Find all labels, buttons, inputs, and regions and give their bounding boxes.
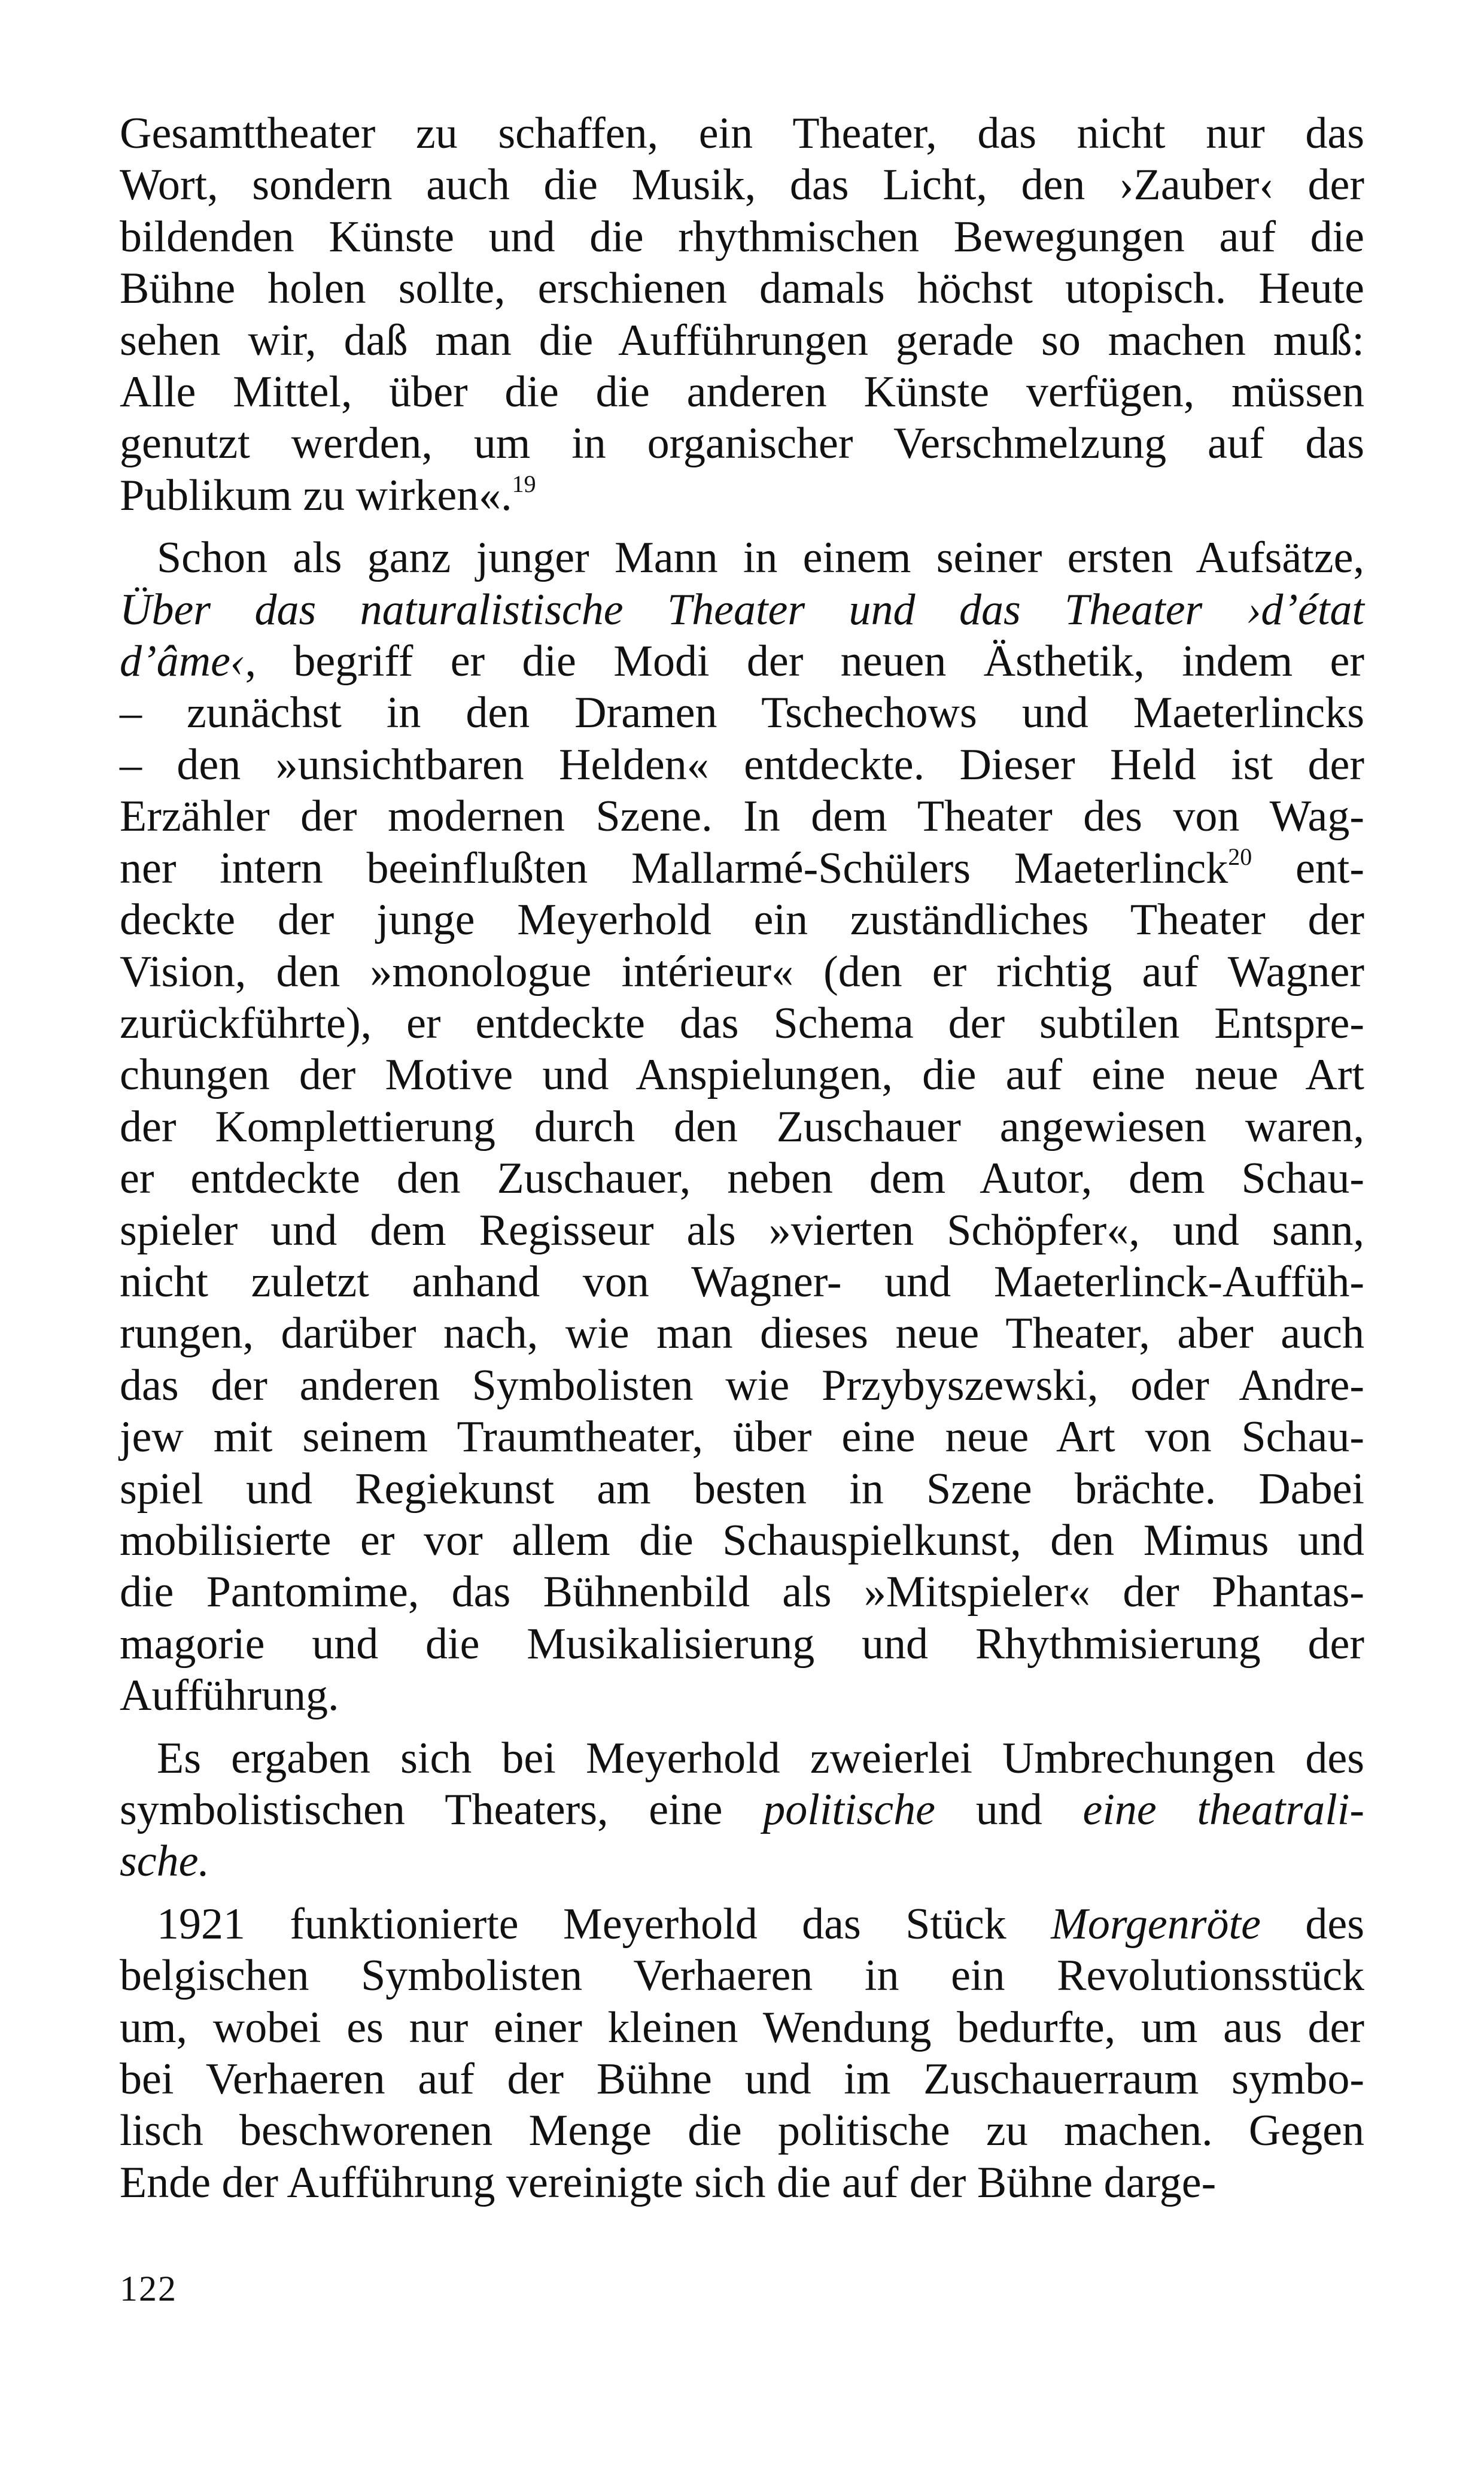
text-line bbox=[120, 1733, 1364, 1784]
text-line bbox=[120, 1205, 1364, 1256]
text-segment: symbolistischen Theaters, eine bbox=[120, 1785, 764, 1834]
text-line bbox=[120, 946, 1364, 998]
text-segment: das der anderen Symbolisten wie Przybyszewski, oder Andre- bbox=[120, 1360, 1364, 1410]
text-line bbox=[120, 1566, 1364, 1618]
text-line bbox=[120, 1049, 1364, 1101]
text-segment: – zunächst in den Dramen Tschechows und Maeterlincks bbox=[120, 688, 1364, 738]
page-number: 122 bbox=[120, 2269, 177, 2308]
text-line bbox=[120, 584, 1364, 636]
paragraph bbox=[120, 108, 1364, 521]
text-segment: Vision, den »monologue intérieur« (den er richtig auf Wagner bbox=[120, 947, 1364, 996]
text-segment: er entdeckte den Zuschauer, neben dem Autor, dem Schau- bbox=[120, 1154, 1364, 1204]
text-line bbox=[120, 532, 1364, 584]
text-segment: die Pantomime, das Bühnenbild als »Mitspieler« der Phantas- bbox=[120, 1567, 1364, 1617]
text-segment: jew mit seinem Traumtheater, über eine neue Art von Schau- bbox=[120, 1412, 1364, 1462]
text-line bbox=[120, 2105, 1364, 2156]
footnote-marker: 20 bbox=[1228, 843, 1252, 870]
text-line bbox=[120, 418, 1364, 469]
text-segment: bei Verhaeren auf der Bühne und im Zuschauerraum symbo- bbox=[120, 2055, 1364, 2104]
text-line bbox=[120, 1618, 1364, 1670]
text-line bbox=[120, 1101, 1364, 1153]
text-segment: mobilisierte er vor allem die Schauspielkunst, den Mimus und bbox=[120, 1515, 1364, 1565]
text-line bbox=[120, 1256, 1364, 1308]
text-line bbox=[120, 1153, 1364, 1204]
text-line bbox=[120, 1898, 1364, 1950]
text-segment: um, wobei es nur einer kleinen Wendung bedurfte, um aus der bbox=[120, 2003, 1364, 2052]
text-segment: bildenden Künste und die rhythmischen Bewegungen auf die bbox=[120, 212, 1364, 262]
text-line bbox=[120, 1411, 1364, 1463]
text-line bbox=[120, 211, 1364, 263]
text-segment: und bbox=[935, 1785, 1083, 1834]
text-line bbox=[120, 636, 1364, 687]
text-line bbox=[120, 159, 1364, 211]
text-line bbox=[120, 2002, 1364, 2053]
text-segment: – den »unsichtbaren Helden« entdeckte. Dieser Held ist der bbox=[120, 740, 1364, 789]
text-line bbox=[120, 1360, 1364, 1411]
text-segment: Wort, sondern auch die Musik, das Licht, den ›Zauber‹ der bbox=[120, 160, 1364, 210]
text-segment: ent- bbox=[1252, 843, 1364, 893]
text-segment: Publikum zu wirken«. bbox=[120, 470, 512, 520]
text-segment: ner intern beeinflußten Mallarmé-Schülers Maeterlinck bbox=[120, 843, 1228, 893]
italic-text: politische bbox=[763, 1785, 935, 1834]
text-line bbox=[120, 1836, 1364, 1887]
text-segment: deckte der junge Meyerhold ein zuständliches Theater der bbox=[120, 895, 1364, 945]
text-segment: Schon als ganz junger Mann in einem seiner ersten Aufsätze, bbox=[157, 533, 1364, 583]
paragraph bbox=[120, 1733, 1364, 1888]
text-segment: nicht zuletzt anhand von Wagner- und Maeterlinck-Auffüh- bbox=[120, 1257, 1364, 1307]
text-segment: sehen wir, daß man die Aufführungen gerade so machen muß: bbox=[120, 315, 1364, 365]
text-line bbox=[120, 366, 1364, 418]
text-line bbox=[120, 2053, 1364, 2105]
text-segment: Aufführung. bbox=[120, 1671, 339, 1721]
text-segment: des bbox=[1260, 1899, 1364, 1949]
text-body bbox=[120, 108, 1364, 2208]
text-segment: spieler und dem Regisseur als »vierten Schöpfer«, und sann, bbox=[120, 1205, 1364, 1255]
text-line bbox=[120, 739, 1364, 791]
text-segment: der Komplettierung durch den Zuschauer angewiesen waren, bbox=[120, 1102, 1364, 1152]
text-line bbox=[120, 687, 1364, 739]
text-segment: Es ergaben sich bei Meyerhold zweierlei Umbrechungen des bbox=[157, 1733, 1364, 1783]
text-segment: rungen, darüber nach, wie man dieses neue Theater, aber auch bbox=[120, 1309, 1364, 1359]
text-segment: magorie und die Musikalisierung und Rhythmisierung der bbox=[120, 1619, 1364, 1669]
text-line bbox=[120, 894, 1364, 946]
text-line bbox=[120, 1308, 1364, 1359]
text-segment: belgischen Symbolisten Verhaeren in ein Revolutionsstück bbox=[120, 1951, 1364, 2001]
text-segment: Alle Mittel, über die die anderen Künste verfügen, müssen bbox=[120, 367, 1364, 417]
text-line bbox=[120, 470, 1364, 521]
text-line bbox=[120, 315, 1364, 366]
text-segment: 1921 funktionierte Meyerhold das Stück bbox=[157, 1899, 1051, 1949]
text-segment: , begriff er die Modi der neuen Ästhetik, indem er bbox=[245, 637, 1364, 686]
italic-text: d’âme‹ bbox=[120, 637, 245, 686]
text-line bbox=[120, 108, 1364, 159]
text-line bbox=[120, 2157, 1364, 2208]
text-line bbox=[120, 1784, 1364, 1836]
text-segment: lisch beschworenen Menge die politische zu machen. Gegen bbox=[120, 2106, 1364, 2156]
text-line bbox=[120, 843, 1364, 894]
text-segment: genutzt werden, um in organischer Verschmelzung auf das bbox=[120, 419, 1364, 469]
italic-text: sche. bbox=[120, 1837, 209, 1886]
italic-text: eine theatrali- bbox=[1082, 1785, 1364, 1834]
italic-text: Über das naturalistische Theater und das Theater ›d’état bbox=[120, 585, 1364, 634]
text-segment: chungen der Motive und Anspielungen, die auf eine neue Art bbox=[120, 1050, 1364, 1100]
text-segment: Bühne holen sollte, erschienen damals höchst utopisch. Heute bbox=[120, 264, 1364, 314]
text-segment: Erzähler der modernen Szene. In dem Theater des von Wag- bbox=[120, 792, 1364, 841]
text-segment: Ende der Aufführung vereinigte sich die auf der Bühne darge- bbox=[120, 2158, 1217, 2207]
text-line bbox=[120, 1670, 1364, 1721]
text-segment: zurückführte), er entdeckte das Schema der subtilen Entspre- bbox=[120, 998, 1364, 1048]
italic-text: Morgenröte bbox=[1051, 1899, 1261, 1949]
paragraph bbox=[120, 532, 1364, 1721]
text-line bbox=[120, 1463, 1364, 1515]
text-line bbox=[120, 1950, 1364, 2001]
text-line bbox=[120, 791, 1364, 842]
footnote-marker: 19 bbox=[512, 470, 536, 497]
paragraph bbox=[120, 1898, 1364, 2208]
text-segment: spiel und Regiekunst am besten in Szene brächte. Dabei bbox=[120, 1464, 1364, 1514]
text-segment: Gesamttheater zu schaffen, ein Theater, das nicht nur das bbox=[120, 109, 1364, 158]
text-line bbox=[120, 1515, 1364, 1566]
text-line bbox=[120, 998, 1364, 1049]
text-line bbox=[120, 263, 1364, 314]
